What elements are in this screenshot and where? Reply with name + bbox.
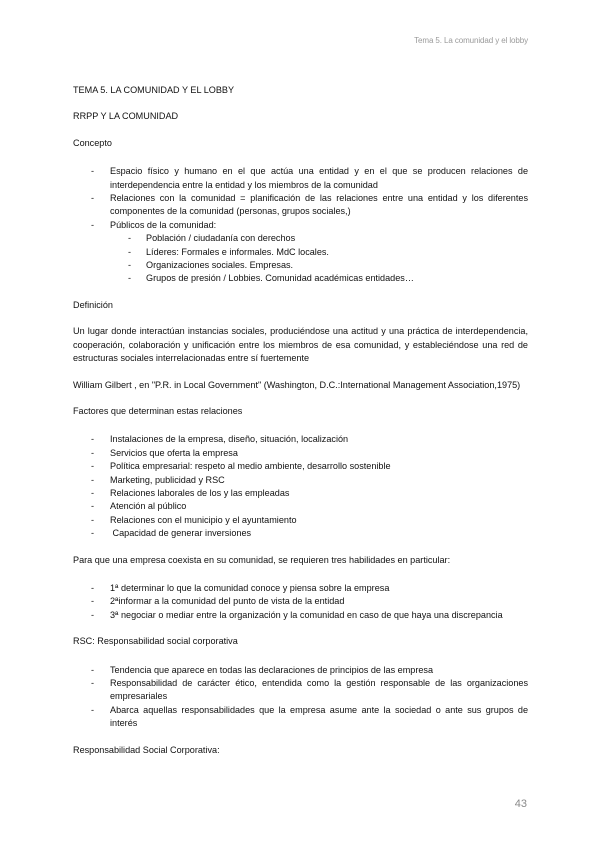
chapter-title: TEMA 5. LA COMUNIDAD Y EL LOBBY [73, 85, 235, 95]
list-item: - Relaciones laborales de los y las empleadas [73, 487, 528, 500]
section-heading: RRPP Y LA COMUNIDAD [73, 111, 179, 122]
concepto-list [73, 165, 528, 286]
factores-heading: Factores que determinan estas relaciones [73, 405, 243, 416]
sublist-item: - Organizaciones sociales. Empresas. [73, 259, 528, 272]
list-item: - Marketing, publicidad y RSC [73, 474, 528, 487]
rsc-closing-heading: Responsabilidad Social Corporativa: [73, 744, 220, 755]
list-item: - Servicios que oferta la empresa [73, 447, 528, 460]
list-item: - Tendencia que aparece en todas las declaraciones de principios de las empresa [73, 664, 528, 677]
list-item: - Relaciones con la comunidad = planificación de las relaciones entre una entidad y los diferentes componentes de la comunidad (personas, grupos sociales,) [73, 192, 528, 219]
rsc-heading: RSC: Responsabilidad social corporativa [73, 636, 238, 647]
list-item [73, 219, 528, 286]
list-item: - Instalaciones de la empresa, diseño, situación, localización [73, 433, 528, 446]
list-item: - Abarca aquellas responsabilidades que la empresa asume ante la sociedad o ante sus grupos de interés [73, 704, 528, 731]
list-item: - Atención al público [73, 500, 528, 513]
sublist-item: - Líderes: Formales e informales. MdC locales. [73, 246, 528, 259]
factores-list [73, 433, 528, 540]
definicion-text: Un lugar donde interactúan instancias sociales, produciéndose una actitud y una práctica de interdependencia, cooperación, colaboración y unificación entre los miembros de esa comunidad, y estableciéndose una red de estructuras sociales interrelacionadas entre sí fuertemente [73, 326, 528, 364]
definicion-citation: William Gilbert , en "P.R. in Local Government" (Washington, D.C.:International Management Association,1975) [73, 379, 521, 390]
concepto-heading: Concepto [73, 137, 112, 148]
running-header: Tema 5. La comunidad y el lobby [414, 36, 528, 45]
sublist-item: - Grupos de presión / Lobbies. Comunidad académicas entidades… [73, 272, 528, 285]
list-item: - Política empresarial: respeto al medio ambiente, desarrollo sostenible [73, 460, 528, 473]
list-item-label: Públicos de la comunidad: [110, 219, 217, 230]
list-item: - Relaciones con el municipio y el ayuntamiento [73, 514, 528, 527]
sublist-item: - Población / ciudadanía con derechos [73, 232, 528, 245]
habilidades-list [73, 582, 528, 622]
rsc-list [73, 664, 528, 731]
list-item: - Responsabilidad de carácter ético, entendida como la gestión responsable de las organizaciones empresariales [73, 677, 528, 704]
list-item: - 2ªinformar a la comunidad del punto de vista de la entidad [73, 595, 528, 608]
habilidades-intro: Para que una empresa coexista en su comunidad, se requieren tres habilidades en particular: [73, 554, 451, 565]
definicion-heading: Definición [73, 299, 113, 310]
list-item: - Capacidad de generar inversiones [73, 527, 528, 540]
publicos-sublist [110, 232, 528, 286]
list-item: - Espacio físico y humano en el que actúa una entidad y en el que se producen relaciones de interdependencia entre la entidad y los miembros de la comunidad [73, 165, 528, 192]
list-item: - 1ª determinar lo que la comunidad conoce y piensa sobre la empresa [73, 582, 528, 595]
page-number: 43 [514, 798, 527, 810]
page-content [73, 84, 528, 757]
list-item: - 3ª negociar o mediar entre la organización y la comunidad en caso de que haya una discrepancia [73, 609, 528, 622]
